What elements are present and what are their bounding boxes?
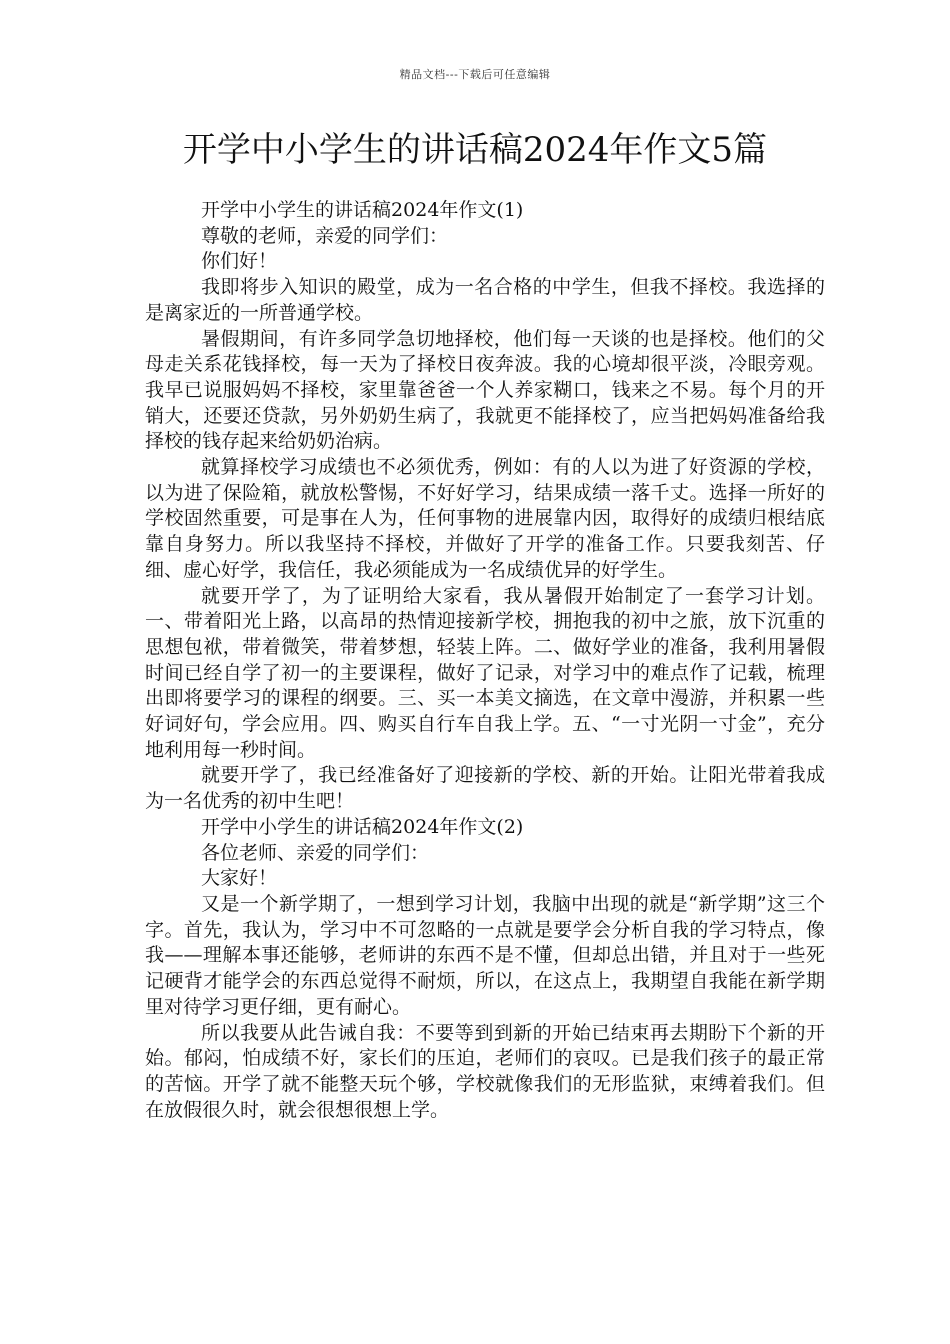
page-header: 精品文档---下载后可任意编辑 xyxy=(399,68,551,81)
essay-1-paragraph: 我即将步入知识的殿堂，成为一名合格的中学生，但我不择校。我选择的是离家近的一所普通学校。 xyxy=(145,276,825,324)
essay-2-paragraph: 又是一个新学期了，一想到学习计划，我脑中出现的就是“新学期”这三个字。首先，我认为，学习中不可忽略的一点就是要学会分析自我的学习特点，像我——理解本事还能够，老师讲的东西不是不懂，但却总出错，并且对于一些死记硬背才能学会的东西总觉得不耐烦，所以，在这点上，我期望自我能在新学期里对待学习更仔细，更有耐心。 xyxy=(145,892,825,1018)
essay-2-heading: 开学中小学生的讲话稿2024年作文(2) xyxy=(201,815,524,838)
essay-2-salutation: 各位老师、亲爱的同学们： xyxy=(201,841,430,864)
essay-1-paragraph: 就要开学了，为了证明给大家看，我从暑假开始制定了一套学习计划。一、带着阳光上路，以高昂的热情迎接新学校，拥抱我的初中之旅，放下沉重的思想包袱，带着微笑，带着梦想，轻装上阵。二、做好学业的准备，我利用暑假时间已经自学了初一的主要课程，做好了记录，对学习中的难点作了记载，梳理出即将要学习的课程的纲要。三、买一本美文摘选，在文章中漫游，并积累一些好词好句，学会应用。四、购买自行车自我上学。五、“一寸光阴一寸金”，充分地利用每一秒时间。 xyxy=(145,584,825,761)
essay-1-paragraph: 就要开学了，我已经准备好了迎接新的学校、新的开始。让阳光带着我成为一名优秀的初中生吧！ xyxy=(145,764,825,813)
essay-1-salutation: 尊敬的老师，亲爱的同学们： xyxy=(201,224,449,247)
essay-1-heading: 开学中小学生的讲话稿2024年作文(1) xyxy=(201,199,524,221)
document-body xyxy=(145,198,825,1123)
essay-2-paragraph: 所以我要从此告诫自我：不要等到到新的开始已结束再去期盼下个新的开始。郁闷，怕成绩不好，家长们的压迫，老师们的哀叹。已是我们孩子的最正常的苦恼。开学了就不能整天玩个够，学校就像我们的无形监狱，束缚着我们。但在放假很久时，就会很想很想上学。 xyxy=(145,1021,825,1121)
document-title: 开学中小学生的讲话稿2024年作文5篇 xyxy=(182,130,768,170)
essay-1-paragraph: 暑假期间，有许多同学急切地择校，他们每一天谈的也是择校。他们的父母走关系花钱择校，每一天为了择校日夜奔波。我的心境却很平淡，冷眼旁观。我早已说服妈妈不择校，家里靠爸爸一个人养家糊口，钱来之不易。每个月的开销大，还要还贷款，另外奶奶生病了，我就更不能择校了，应当把妈妈准备给我择校的钱存起来给奶奶治病。 xyxy=(145,327,825,453)
essay-1-greeting: 你们好！ xyxy=(201,250,278,273)
essay-1-paragraph: 就算择校学习成绩也不必须优秀，例如：有的人以为进了好资源的学校，以为进了保险箱，就放松警惕，不好好学习，结果成绩一落千丈。选择一所好的学校固然重要，可是事在人为，任何事物的进展靠内因，取得好的成绩归根结底靠自身努力。所以我坚持不择校，并做好了开学的准备工作。只要我刻苦、仔细、虚心好学，我信任，我必须能成为一名成绩优异的好学生。 xyxy=(145,456,825,581)
essay-2-greeting: 大家好！ xyxy=(201,867,278,890)
